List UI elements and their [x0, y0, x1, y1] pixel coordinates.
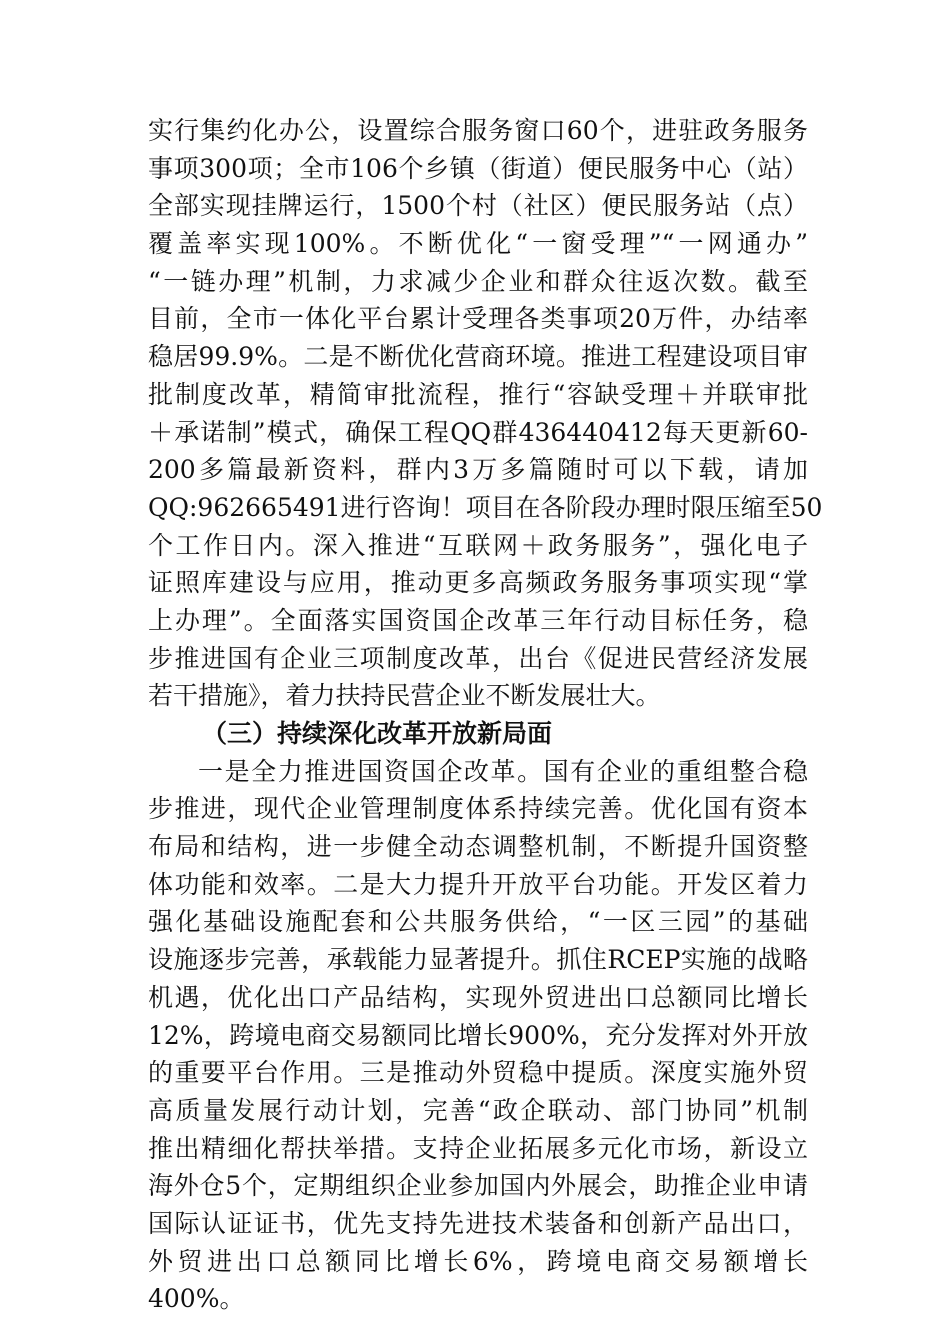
text-line: 体功能和效率。二是大力提升开放平台功能。开发区着力 — [148, 869, 808, 899]
text-line: 稳居99.9%。二是不断优化营商环境。推进工程建设项目审 — [148, 342, 808, 372]
text-line: 强化基础设施配套和公共服务供给，“一区三园”的基础 — [148, 907, 808, 937]
text-line: 一是全力推进国资国企改革。国有企业的重组整合稳 — [198, 756, 808, 786]
text-line: “一链办理”机制，力求减少企业和群众往返次数。截至 — [148, 266, 808, 296]
text-line: 步推进国有企业三项制度改革，出台《促进民营经济发展 — [148, 643, 808, 673]
text-line: 设施逐步完善，承载能力显著提升。抓住RCEP实施的战略 — [148, 945, 808, 975]
text-line: 推出精细化帮扶举措。支持企业拓展多元化市场，新设立 — [148, 1133, 808, 1163]
text-line: 覆盖率实现100%。不断优化“一窗受理”“一网通办” — [148, 229, 808, 259]
text-line: 高质量发展行动计划，完善“政企联动、部门协同”机制 — [148, 1095, 808, 1125]
text-line: 若干措施》，着力扶持民营企业不断发展壮大。 — [148, 681, 661, 711]
section-heading: （三）持续深化改革开放新局面 — [202, 719, 553, 748]
text-line: QQ:962665491进行咨询！项目在各阶段办理时限压缩至50 — [148, 492, 823, 522]
document-body — [148, 112, 823, 1318]
text-line: 200多篇最新资料，群内3万多篇随时可以下载，请加 — [148, 455, 808, 485]
text-line: 12%，跨境电商交易额同比增长900%，充分发挥对外开放 — [148, 1020, 808, 1050]
text-line: 上办理”。全面落实国资国企改革三年行动目标任务，稳 — [148, 605, 808, 635]
text-line: 目前，全市一体化平台累计受理各类事项20万件，办结率 — [148, 304, 808, 334]
text-line: 国际认证证书，优先支持先进技术装备和创新产品出口， — [148, 1208, 808, 1238]
text-line: 个工作日内。深入推进“互联网＋政务服务”，强化电子 — [148, 530, 808, 560]
text-line: 事项300项；全市106个乡镇（街道）便民服务中心（站） — [148, 153, 808, 183]
text-line: 海外仓5个，定期组织企业参加国内外展会，助推企业申请 — [148, 1171, 808, 1201]
text-line: 步推进，现代企业管理制度体系持续完善。优化国有资本 — [148, 794, 808, 824]
text-line: 外贸进出口总额同比增长6%，跨境电商交易额增长 — [148, 1246, 808, 1276]
text-line: 实行集约化办公，设置综合服务窗口60个，进驻政务服务 — [148, 116, 808, 145]
text-line: 证照库建设与应用，推动更多高频政务服务事项实现“掌 — [148, 568, 808, 598]
text-line: 布局和结构，进一步健全动态调整机制，不断提升国资整 — [148, 832, 808, 862]
text-line: ＋承诺制”模式，确保工程QQ群436440412每天更新60- — [148, 417, 808, 447]
text-line: 400%。 — [148, 1284, 245, 1314]
text-line: 的重要平台作用。三是推动外贸稳中提质。深度实施外贸 — [148, 1058, 808, 1088]
text-line: 机遇，优化出口产品结构，实现外贸进出口总额同比增长 — [148, 982, 808, 1012]
text-line: 批制度改革，精简审批流程，推行“容缺受理＋并联审批 — [148, 379, 808, 409]
text-line: 全部实现挂牌运行，1500个村（社区）便民服务站（点） — [148, 191, 808, 221]
